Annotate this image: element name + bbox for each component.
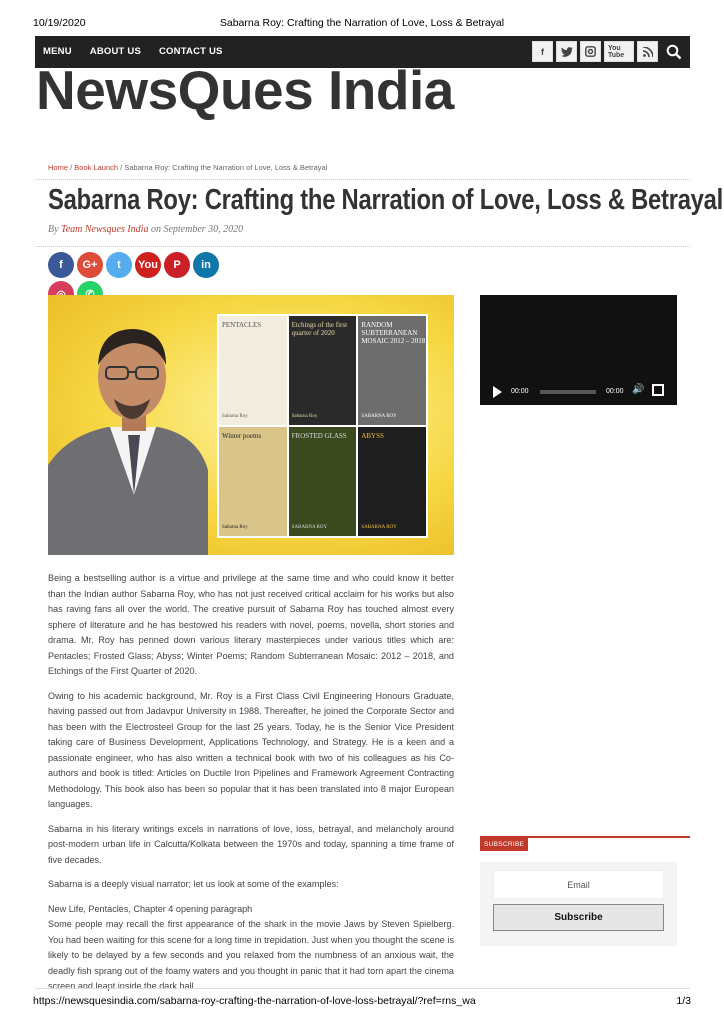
publish-date: on September 30, 2020: [150, 224, 244, 235]
article-paragraph: Some people may recall the first appearance of the shark in the movie Jaws by Steven Spielberg. You had been waiting for this scene for a long time in trepidation. Just when you thought the scene is likely to be delayed by a few seconds and you relaxed from the numbness of an anxious wait, the deadly fish sprang out of the foamy waters and you thought in panic that it had torn apart the cinema screen and leapt inside the dark hall.: [48, 919, 454, 991]
article-title: Sabarna Roy: Crafting the Narration of Love, Loss & Betrayal: [48, 184, 724, 216]
breadcrumb-separator: /: [118, 163, 125, 172]
breadcrumb-category[interactable]: Book Launch: [74, 163, 119, 172]
page-number: 1/3: [676, 995, 691, 1007]
book-author: Sabarna Roy: [291, 414, 318, 419]
video-duration: 00:00: [606, 388, 624, 395]
youtube-share-icon[interactable]: You: [135, 252, 161, 278]
social-links: [532, 41, 658, 62]
pinterest-share-icon[interactable]: P: [164, 252, 190, 278]
print-title: Sabarna Roy: Crafting the Narration of Love, Loss & Betrayal: [219, 17, 505, 29]
book-title: ABYSS: [361, 432, 384, 440]
breadcrumb-current: Sabarna Roy: Crafting the Narration of Love, Loss & Betrayal: [124, 163, 328, 172]
book-title: Winter poems: [222, 432, 262, 440]
book-cover: [289, 316, 357, 425]
article-paragraph: Being a bestselling author is a virtue and privilege at the same time and who could know it better than the Indian author Sabarna Roy, who has not just received critical acclaim for his works but also has raving fans all over the world. The creative pursuit of Sabarna Roy has touched almost every sphere of literature and he has bestowed his readers with novel, poems, novella, short stories and drama. Mr. Roy has penned down various literary masterpieces under various titles which are: Pentacles; Frosted Glass; Abyss; Winter Poems; Random Subterranean Mosaic: 2012 – 2018, and Etchings of the First Quarter of 2020.: [48, 573, 454, 676]
breadcrumb-separator: /: [68, 163, 75, 172]
fullscreen-icon[interactable]: [652, 384, 664, 396]
video-current-time: 00:00: [511, 388, 529, 395]
divider: [35, 179, 690, 180]
book-cover: [219, 427, 287, 536]
book-cover: [289, 427, 357, 536]
book-title: PENTACLES: [222, 321, 262, 329]
author-link[interactable]: Team Newsques India: [61, 224, 149, 235]
facebook-icon[interactable]: f: [532, 41, 553, 62]
book-title: Etchings of the first quarter of 2020: [291, 321, 348, 337]
print-header: [0, 0, 724, 34]
breadcrumb-home[interactable]: Home: [48, 163, 69, 172]
print-date: 10/19/2020: [33, 17, 86, 29]
youtube-icon[interactable]: [604, 41, 634, 62]
author-portrait: [48, 295, 208, 555]
site-logo[interactable]: NewsQues India: [36, 59, 454, 121]
subscribe-button[interactable]: Subscribe: [493, 904, 664, 931]
breadcrumb: [48, 163, 327, 172]
book-author: SABARNA ROY: [361, 525, 397, 530]
byline: [48, 224, 243, 235]
subscribe-heading: SUBSCRIBE: [480, 838, 528, 851]
book-author: SABARNA ROY: [291, 525, 328, 530]
twitter-share-icon[interactable]: t: [106, 252, 132, 278]
divider: [35, 246, 690, 247]
book-cover: [358, 427, 426, 536]
book-title: FROSTED GLASS: [291, 432, 347, 440]
book-cover: [219, 316, 287, 425]
nav-about-us[interactable]: ABOUT US: [89, 46, 141, 57]
byline-by: By: [48, 224, 59, 235]
book-covers-grid: [217, 314, 428, 538]
linkedin-share-icon[interactable]: in: [193, 252, 219, 278]
book-author: Sabarna Roy: [222, 525, 248, 530]
volume-icon[interactable]: 🔊: [632, 384, 645, 395]
print-url: https://newsquesindia.com/sabarna-roy-crafting-the-narration-of-love-loss-betrayal/?ref=rns_wa: [33, 995, 476, 1007]
video-progress-bar[interactable]: [540, 390, 596, 394]
main-menu: [43, 46, 223, 57]
book-author: SABARNA ROY: [361, 414, 397, 419]
nav-contact-us[interactable]: CONTACT US: [159, 46, 223, 57]
article-paragraph: Sabarna in his literary writings excels in narrations of love, loss, betrayal, and melancholy around post-modern urban life in Calcutta/Kolkata between the 1970s and today, spanning a time frame of five decades.: [48, 823, 454, 865]
instagram-icon[interactable]: [580, 41, 601, 62]
article-body: [48, 571, 454, 1004]
facebook-share-icon[interactable]: f: [48, 252, 74, 278]
article-paragraph: Owing to his academic background, Mr. Roy is a First Class Civil Engineering Honours Graduate, having passed out from Jadavpur University in 1988. Thereafter, he joined the Corporate Sector and has been with the Electrosteel Group for the last 25 years. Today, he is the Senior Vice President taking care of Business Development, Applications Technology, and Strategy. He is a keen and a passionate engineer, who has also written a technical book with two of his colleagues as his Co-authors and book is titled: Articles on Ductile Iron Pipelines and Framework Agreement Contracting Methodology. This book also has been so popular that it has been translated into 8 major European languages.: [48, 690, 454, 809]
rss-icon[interactable]: [637, 41, 658, 62]
twitter-icon[interactable]: [556, 41, 577, 62]
article-paragraph: New Life, Pentacles, Chapter 4 opening paragraph: [48, 903, 253, 914]
book-author: Sabarna Roy: [222, 414, 248, 419]
email-field[interactable]: Email: [493, 870, 664, 899]
play-icon[interactable]: [493, 386, 502, 398]
book-cover: [358, 316, 426, 425]
book-title: RANDOM SUBTERRANEAN MOSAIC 2012 – 2018: [361, 321, 426, 345]
youtube-label: You Tube: [608, 44, 625, 59]
search-icon[interactable]: [666, 44, 682, 60]
nav-menu[interactable]: MENU: [43, 46, 72, 57]
video-player: [480, 295, 677, 405]
article-paragraph: Sabarna is a deeply visual narrator; let us look at some of the examples:: [48, 879, 339, 889]
featured-image: [48, 295, 454, 555]
googleplus-share-icon[interactable]: G+: [77, 252, 103, 278]
divider: [35, 988, 690, 989]
